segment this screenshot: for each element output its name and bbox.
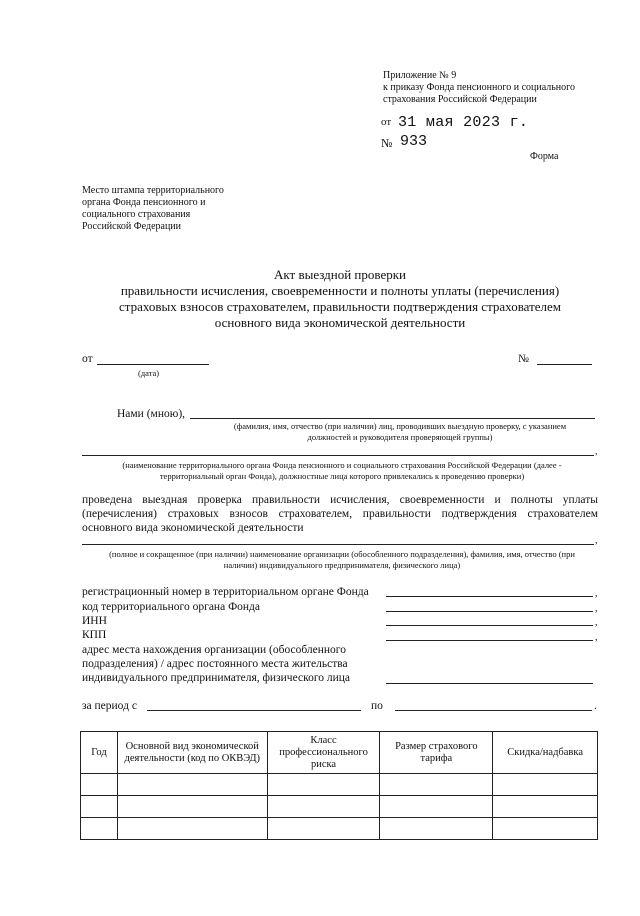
table-cell[interactable] (81, 818, 118, 840)
inn-field[interactable] (386, 625, 593, 626)
address-field[interactable] (386, 683, 593, 684)
act-date-caption: (дата) (138, 368, 160, 378)
fund-organ-field[interactable] (82, 455, 594, 456)
activity-table (80, 731, 598, 840)
fund-code-comma: , (595, 603, 598, 614)
table-cell[interactable] (380, 818, 493, 840)
table-header-row (81, 732, 598, 774)
act-date-label: от (82, 353, 93, 365)
period-to-label: по (371, 700, 383, 712)
stamp-place (82, 185, 224, 233)
inn-label: ИНН (82, 615, 107, 627)
table-row (81, 818, 598, 840)
fund-code-label: код территориального органа Фонда (82, 601, 261, 613)
appendix-line2: к приказу Фонда пенсионного и социального (383, 82, 575, 93)
address-label-line1: адрес места нахождения организации (обособленного (82, 644, 346, 656)
document-title (60, 267, 620, 331)
inspectors-caption-line2: должностей и руководителя проверяющей группы) (307, 432, 493, 442)
insured-name-caption (82, 549, 602, 571)
insured-caption-line2: наличии) индивидуального предпринимателя, физического лица) (223, 560, 461, 570)
header-risk-class: Класс профессионального риска (267, 732, 380, 774)
inspectors-caption-line1: (фамилия, имя, отчество (при наличии) лиц, проводивших выездную проверку, с указанием (233, 421, 567, 431)
period-from-label: за период с (82, 700, 137, 712)
table-cell[interactable] (117, 774, 267, 796)
table-cell[interactable] (493, 818, 598, 840)
kpp-comma: , (595, 632, 598, 643)
appendix-block (383, 70, 575, 106)
fund-code-field[interactable] (386, 611, 593, 612)
inn-comma: , (595, 617, 598, 628)
stamp-line4: Российской Федерации (82, 221, 182, 232)
header-year: Год (81, 732, 118, 774)
act-date-field[interactable] (97, 364, 209, 365)
address-label (82, 643, 350, 685)
title-line4: основного вида экономической деятельности (214, 315, 466, 330)
table-row (81, 774, 598, 796)
table-cell[interactable] (267, 818, 380, 840)
reg-number-label: регистрационный номер в территориальном органе Фонда (82, 586, 369, 598)
header-discount: Скидка/надбавка (493, 732, 598, 774)
insured-name-field[interactable] (82, 544, 594, 545)
stamp-line2: органа Фонда пенсионного и (82, 197, 206, 208)
table-row (81, 796, 598, 818)
table-cell[interactable] (117, 796, 267, 818)
header-activity: Основной вид экономической деятельности (код по ОКВЭД) (117, 732, 267, 774)
title-line3: страховых взносов страхователем, правильности подтверждения страхователем (118, 299, 562, 314)
table-cell[interactable] (81, 796, 118, 818)
fund-organ-caption-line1: (наименование территориального органа Фонда пенсионного и социального страхования Российской Федерации (далее - (122, 460, 562, 470)
table-cell[interactable] (117, 818, 267, 840)
stamp-line3: социального страхования (82, 209, 191, 220)
kpp-field[interactable] (386, 640, 593, 641)
insured-caption-line1: (полное и сокращенное (при наличии) наименование организации (обособленного подразделения), фамилия, имя, отчество (при (109, 549, 575, 559)
table-cell[interactable] (493, 796, 598, 818)
table-cell[interactable] (81, 774, 118, 796)
form-label: Форма (530, 151, 559, 162)
appendix-line3: страхования Российской Федерации (383, 94, 537, 105)
period-to-field[interactable] (395, 710, 592, 711)
inspectors-field[interactable] (190, 418, 595, 419)
inspectors-caption (195, 421, 605, 443)
order-number: 933 (400, 133, 428, 150)
fund-organ-caption-line2: территориальный орган Фонда), должностные лица которого привлекались к проведению проверки) (159, 471, 525, 481)
fund-organ-comma: , (595, 446, 598, 457)
period-from-field[interactable] (147, 710, 361, 711)
table-cell[interactable] (380, 796, 493, 818)
title-line2: правильности исчисления, своевременности и полноты уплаты (перечисления) (120, 283, 560, 298)
period-dot: . (594, 700, 597, 712)
table-cell[interactable] (267, 796, 380, 818)
fund-organ-caption (82, 460, 602, 482)
inspectors-label: Нами (мною), (117, 408, 186, 420)
act-number-label: № (518, 353, 529, 365)
order-date: 31 мая 2023 г. (398, 114, 529, 131)
statement-line2: (перечисления) страховых взносов страхователем, правильности подтверждения страхователем (82, 508, 598, 520)
statement-line3: основного вида экономической деятельности (82, 522, 304, 534)
address-label-line3: индивидуального предпринимателя, физического лица (82, 672, 351, 684)
order-date-prefix: от (381, 116, 392, 128)
act-number-field[interactable] (537, 364, 592, 365)
reg-number-field[interactable] (386, 596, 593, 597)
order-number-prefix: № (381, 136, 393, 150)
reg-number-comma: , (595, 588, 598, 599)
insured-name-comma: , (595, 535, 598, 546)
statement-text (82, 493, 598, 535)
statement-line1: проведена выездная проверка правильности исчисления, своевременности и полноты уплаты (82, 494, 598, 506)
kpp-label: КПП (82, 629, 107, 641)
stamp-line1: Место штампа территориального (82, 185, 224, 196)
table-cell[interactable] (493, 774, 598, 796)
header-tariff: Размер страхового тарифа (380, 732, 493, 774)
address-label-line2: подразделения) / адрес постоянного места жительства (82, 658, 348, 670)
appendix-line1: Приложение № 9 (383, 70, 457, 81)
table-cell[interactable] (267, 774, 380, 796)
table-cell[interactable] (380, 774, 493, 796)
title-line1: Акт выездной проверки (273, 267, 406, 282)
